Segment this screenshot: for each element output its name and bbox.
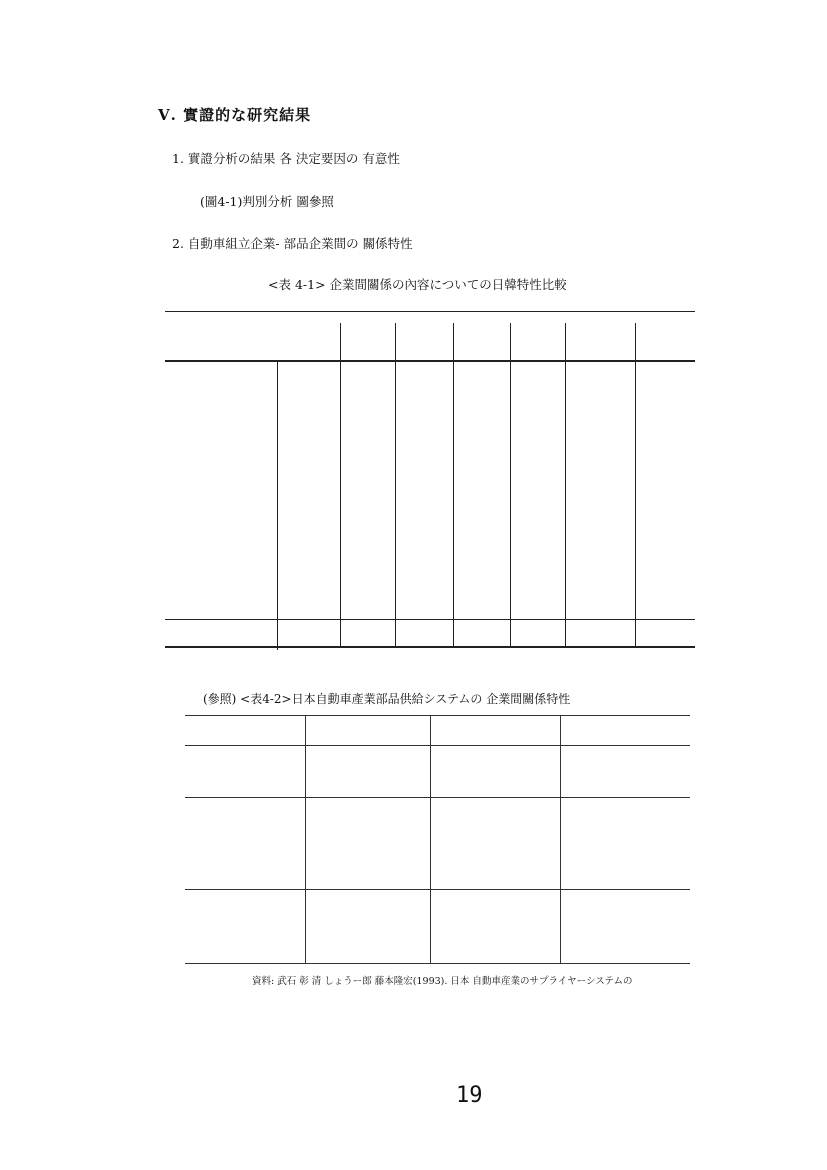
section-heading: Ⅴ. 實證的な研究結果 [158, 106, 312, 124]
t2-rule-top [185, 715, 690, 716]
t2-col-rule-3 [560, 715, 561, 963]
page-number: 19 [456, 1083, 483, 1108]
table-rule-bottom-header [165, 619, 695, 620]
t2-rule-row2 [185, 889, 690, 890]
t2-rule-header [185, 745, 690, 746]
col-rule-4 [510, 323, 511, 646]
col-rule-2 [395, 323, 396, 646]
table-4-1 [165, 303, 695, 648]
t2-rule-bottom [185, 963, 690, 964]
t2-col-rule-1 [305, 715, 306, 963]
table1-caption: <表 4-1> 企業間關係の內容についての日韓特性比較 [268, 277, 567, 292]
col-rule-5 [565, 323, 566, 646]
left-rule-label-sep [277, 360, 278, 650]
subsection-1: 1. 實證分析の結果 各 決定要因の 有意性 [172, 151, 400, 166]
t2-col-rule-2 [430, 715, 431, 963]
subsection-1-note: (圖4-1)判別分析 圖參照 [200, 194, 334, 209]
table-rule-end [165, 646, 695, 648]
table-4-2 [185, 713, 690, 968]
subsection-2: 2. 自動車組立企業- 部品企業間の 關係特性 [172, 236, 413, 251]
col-rule-3 [453, 323, 454, 646]
t2-rule-row1 [185, 797, 690, 798]
source-note: 資料: 武石 彰 清 しょうー郎 藤本隆宏(1993). 日本 自動車産業のサプライヤーシステムの [252, 976, 633, 987]
table-rule-header [165, 360, 695, 362]
col-rule-6 [635, 323, 636, 646]
table-rule-top [165, 311, 695, 312]
col-rule-1 [340, 323, 341, 646]
table2-caption: (參照) <表4-2>日本自動車產業部品供給システムの 企業間關係特性 [203, 692, 571, 706]
